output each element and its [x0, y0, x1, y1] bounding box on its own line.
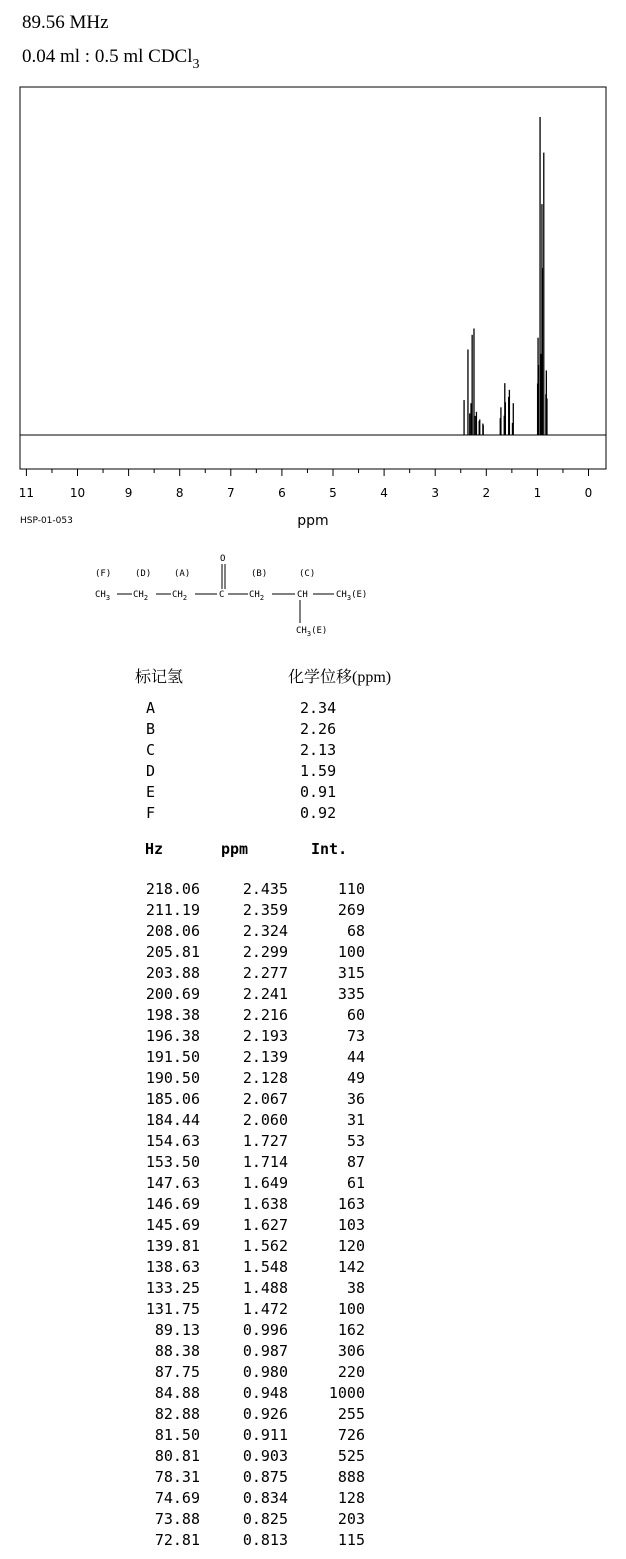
peak-ppm: 2.139 [242, 1048, 288, 1066]
peak-hz: 74.69 [154, 1489, 200, 1507]
peak-ppm: 1.472 [242, 1300, 288, 1318]
peak-hz: 146.69 [145, 1195, 200, 1213]
group-ch: CH [297, 590, 308, 600]
peak-ppm: 1.548 [242, 1258, 288, 1276]
peak-ppm: 2.324 [242, 922, 288, 940]
assignment-shift: 2.13 [300, 741, 337, 759]
peak-ppm: 2.359 [242, 901, 288, 919]
peak-hz: 131.75 [145, 1300, 200, 1318]
peak-hz: 154.63 [145, 1132, 200, 1150]
peak-int: 73 [346, 1027, 365, 1045]
peak-table-header-hz: Hz [145, 840, 164, 858]
peak-ppm: 1.727 [242, 1132, 288, 1150]
peak-hz: 84.88 [154, 1384, 200, 1402]
assignment-label: A [146, 699, 156, 717]
peak-hz: 196.38 [145, 1027, 200, 1045]
peak-ppm: 0.948 [242, 1384, 288, 1402]
peak-ppm: 2.193 [242, 1027, 288, 1045]
peak-table-header-ppm: ppm [221, 840, 249, 858]
peak-hz: 147.63 [145, 1174, 200, 1192]
peak-int: 61 [346, 1174, 365, 1192]
peak-int: 100 [337, 1300, 365, 1318]
x-tick-label: 1 [533, 486, 542, 500]
assignment-shift: 2.26 [300, 720, 337, 738]
peak-ppm: 0.825 [242, 1510, 288, 1528]
peak-ppm: 2.435 [242, 880, 288, 898]
label-d: (D) [135, 569, 152, 579]
peak-int: 1000 [328, 1384, 365, 1402]
peak-int: 68 [346, 922, 365, 940]
peak-ppm: 2.216 [242, 1006, 288, 1024]
peak-int: 306 [337, 1342, 365, 1360]
peak-int: 36 [346, 1090, 365, 1108]
x-tick-label: 5 [329, 486, 337, 500]
x-tick-label: 6 [278, 486, 286, 500]
peak-int: 335 [337, 985, 365, 1003]
carbonyl-carbon: C [219, 590, 225, 600]
spectrum-code: HSP-01-053 [20, 516, 73, 526]
peak-ppm: 2.277 [242, 964, 288, 982]
peak-hz: 82.88 [154, 1405, 200, 1423]
x-tick-label: 8 [175, 486, 184, 500]
peak-hz: 133.25 [145, 1279, 200, 1297]
label-a: (A) [174, 569, 191, 579]
peak-int: 203 [337, 1510, 365, 1528]
peak-hz: 87.75 [154, 1363, 200, 1381]
peak-hz: 81.50 [154, 1426, 200, 1444]
assignment-shift: 2.34 [300, 699, 337, 717]
peak-int: 525 [337, 1447, 365, 1465]
group-f: $CH_3$ [95, 590, 111, 602]
peak-table-header-int: Int. [311, 840, 348, 858]
peak-ppm: 2.067 [242, 1090, 288, 1108]
sample-subscript: 3 [192, 57, 200, 72]
peak-ppm: 1.638 [242, 1195, 288, 1213]
label-b: (B) [251, 569, 268, 579]
peak-int: 162 [337, 1321, 365, 1339]
x-axis-ticks [26, 469, 588, 476]
assignment-label: D [146, 762, 156, 780]
x-tick-label: 3 [431, 486, 440, 500]
nmr-spectrum-chart [0, 0, 626, 650]
peak-int: 726 [337, 1426, 365, 1444]
peak-ppm: 2.241 [242, 985, 288, 1003]
group-d: $CH_2$ [133, 590, 149, 602]
peak-int: 128 [337, 1489, 365, 1507]
assignment-shift: 0.91 [300, 783, 337, 801]
peak-int: 103 [337, 1216, 365, 1234]
peak-hz: 191.50 [145, 1048, 200, 1066]
sample-prefix: 0.04 ml : 0.5 ml CDCl [22, 46, 193, 67]
peak-int: 44 [346, 1048, 365, 1066]
spectrometer-frequency: 89.56 MHz [22, 12, 109, 33]
peak-int: 220 [337, 1363, 365, 1381]
plot-frame [20, 87, 606, 469]
peak-int: 142 [337, 1258, 365, 1276]
peak-hz: 203.88 [145, 964, 200, 982]
peak-ppm: 0.875 [242, 1468, 288, 1486]
peak-ppm: 1.627 [242, 1216, 288, 1234]
peak-hz: 205.81 [145, 943, 200, 961]
peak-int: 115 [337, 1531, 365, 1549]
peak-int: 87 [346, 1153, 365, 1171]
peak-ppm: 0.911 [242, 1426, 288, 1444]
peak-int: 255 [337, 1405, 365, 1423]
peak-int: 120 [337, 1237, 365, 1255]
peak-ppm: 0.926 [242, 1405, 288, 1423]
peak-int: 888 [337, 1468, 365, 1486]
assignment-label: C [146, 741, 156, 759]
peak-hz: 73.88 [154, 1510, 200, 1528]
peak-hz: 139.81 [145, 1237, 200, 1255]
peak-ppm: 1.562 [242, 1237, 288, 1255]
x-tick-label: 7 [226, 486, 235, 500]
peak-hz: 218.06 [145, 880, 200, 898]
peak-ppm: 2.060 [242, 1111, 288, 1129]
assignment-label: E [146, 783, 156, 801]
peak-int: 60 [346, 1006, 365, 1024]
peak-hz: 80.81 [154, 1447, 200, 1465]
peak-ppm: 1.488 [242, 1279, 288, 1297]
spectrum-peaks [464, 117, 547, 435]
peak-int: 100 [337, 943, 365, 961]
x-axis-label: ppm [297, 513, 329, 529]
peak-hz: 89.13 [154, 1321, 200, 1339]
peak-hz: 145.69 [145, 1216, 200, 1234]
group-b: $CH_2$ [249, 590, 265, 602]
peak-ppm: 1.714 [242, 1153, 288, 1171]
peak-ppm: 0.980 [242, 1363, 288, 1381]
x-tick-label: 4 [380, 486, 388, 500]
peak-ppm: 2.299 [242, 943, 288, 961]
peak-ppm: 1.649 [242, 1174, 288, 1192]
label-oxygen: O [220, 554, 226, 564]
peak-hz: 184.44 [145, 1111, 200, 1129]
assignment-shift: 1.59 [300, 762, 337, 780]
peak-ppm: 0.987 [242, 1342, 288, 1360]
peak-hz: 185.06 [145, 1090, 200, 1108]
peak-hz: 138.63 [145, 1258, 200, 1276]
peak-hz: 211.19 [145, 901, 200, 919]
peak-int: 269 [337, 901, 365, 919]
peak-hz: 208.06 [145, 922, 200, 940]
label-f: (F) [95, 569, 112, 579]
peak-int: 49 [346, 1069, 365, 1087]
x-tick-label: 9 [124, 486, 133, 500]
peak-ppm: 0.903 [242, 1447, 288, 1465]
peak-ppm: 0.996 [242, 1321, 288, 1339]
x-axis-tick-labels [19, 486, 593, 500]
assignment-shift: 0.92 [300, 804, 337, 822]
peak-int: 110 [337, 880, 365, 898]
group-e1: $CH_3(E)$ [336, 590, 368, 602]
peak-hz: 198.38 [145, 1006, 200, 1024]
peak-ppm: 0.834 [242, 1489, 288, 1507]
peak-ppm: 0.813 [242, 1531, 288, 1549]
group-e2: $CH_3(E)$ [296, 626, 328, 638]
peak-int: 163 [337, 1195, 365, 1213]
assignment-col-label: 标记氢 [135, 669, 184, 686]
peak-int: 315 [337, 964, 365, 982]
molecule-structure [95, 554, 367, 638]
assignment-col-shift: 化学位移(ppm) [288, 669, 392, 686]
x-tick-label: 0 [584, 486, 593, 500]
x-tick-label: 2 [482, 486, 491, 500]
assignment-label: B [146, 720, 156, 738]
assignment-label: F [146, 804, 156, 822]
peak-hz: 88.38 [154, 1342, 200, 1360]
peak-int: 38 [346, 1279, 365, 1297]
peak-hz: 78.31 [154, 1468, 200, 1486]
peak-hz: 200.69 [145, 985, 200, 1003]
label-c: (C) [299, 569, 316, 579]
peak-hz: 72.81 [154, 1531, 200, 1549]
x-tick-label: 10 [69, 486, 86, 500]
group-a: $CH_2$ [172, 590, 188, 602]
peak-hz: 190.50 [145, 1069, 200, 1087]
peak-int: 53 [346, 1132, 365, 1150]
peak-ppm: 2.128 [242, 1069, 288, 1087]
x-tick-label: 11 [18, 486, 35, 500]
peak-hz: 153.50 [145, 1153, 200, 1171]
peak-int: 31 [346, 1111, 365, 1129]
